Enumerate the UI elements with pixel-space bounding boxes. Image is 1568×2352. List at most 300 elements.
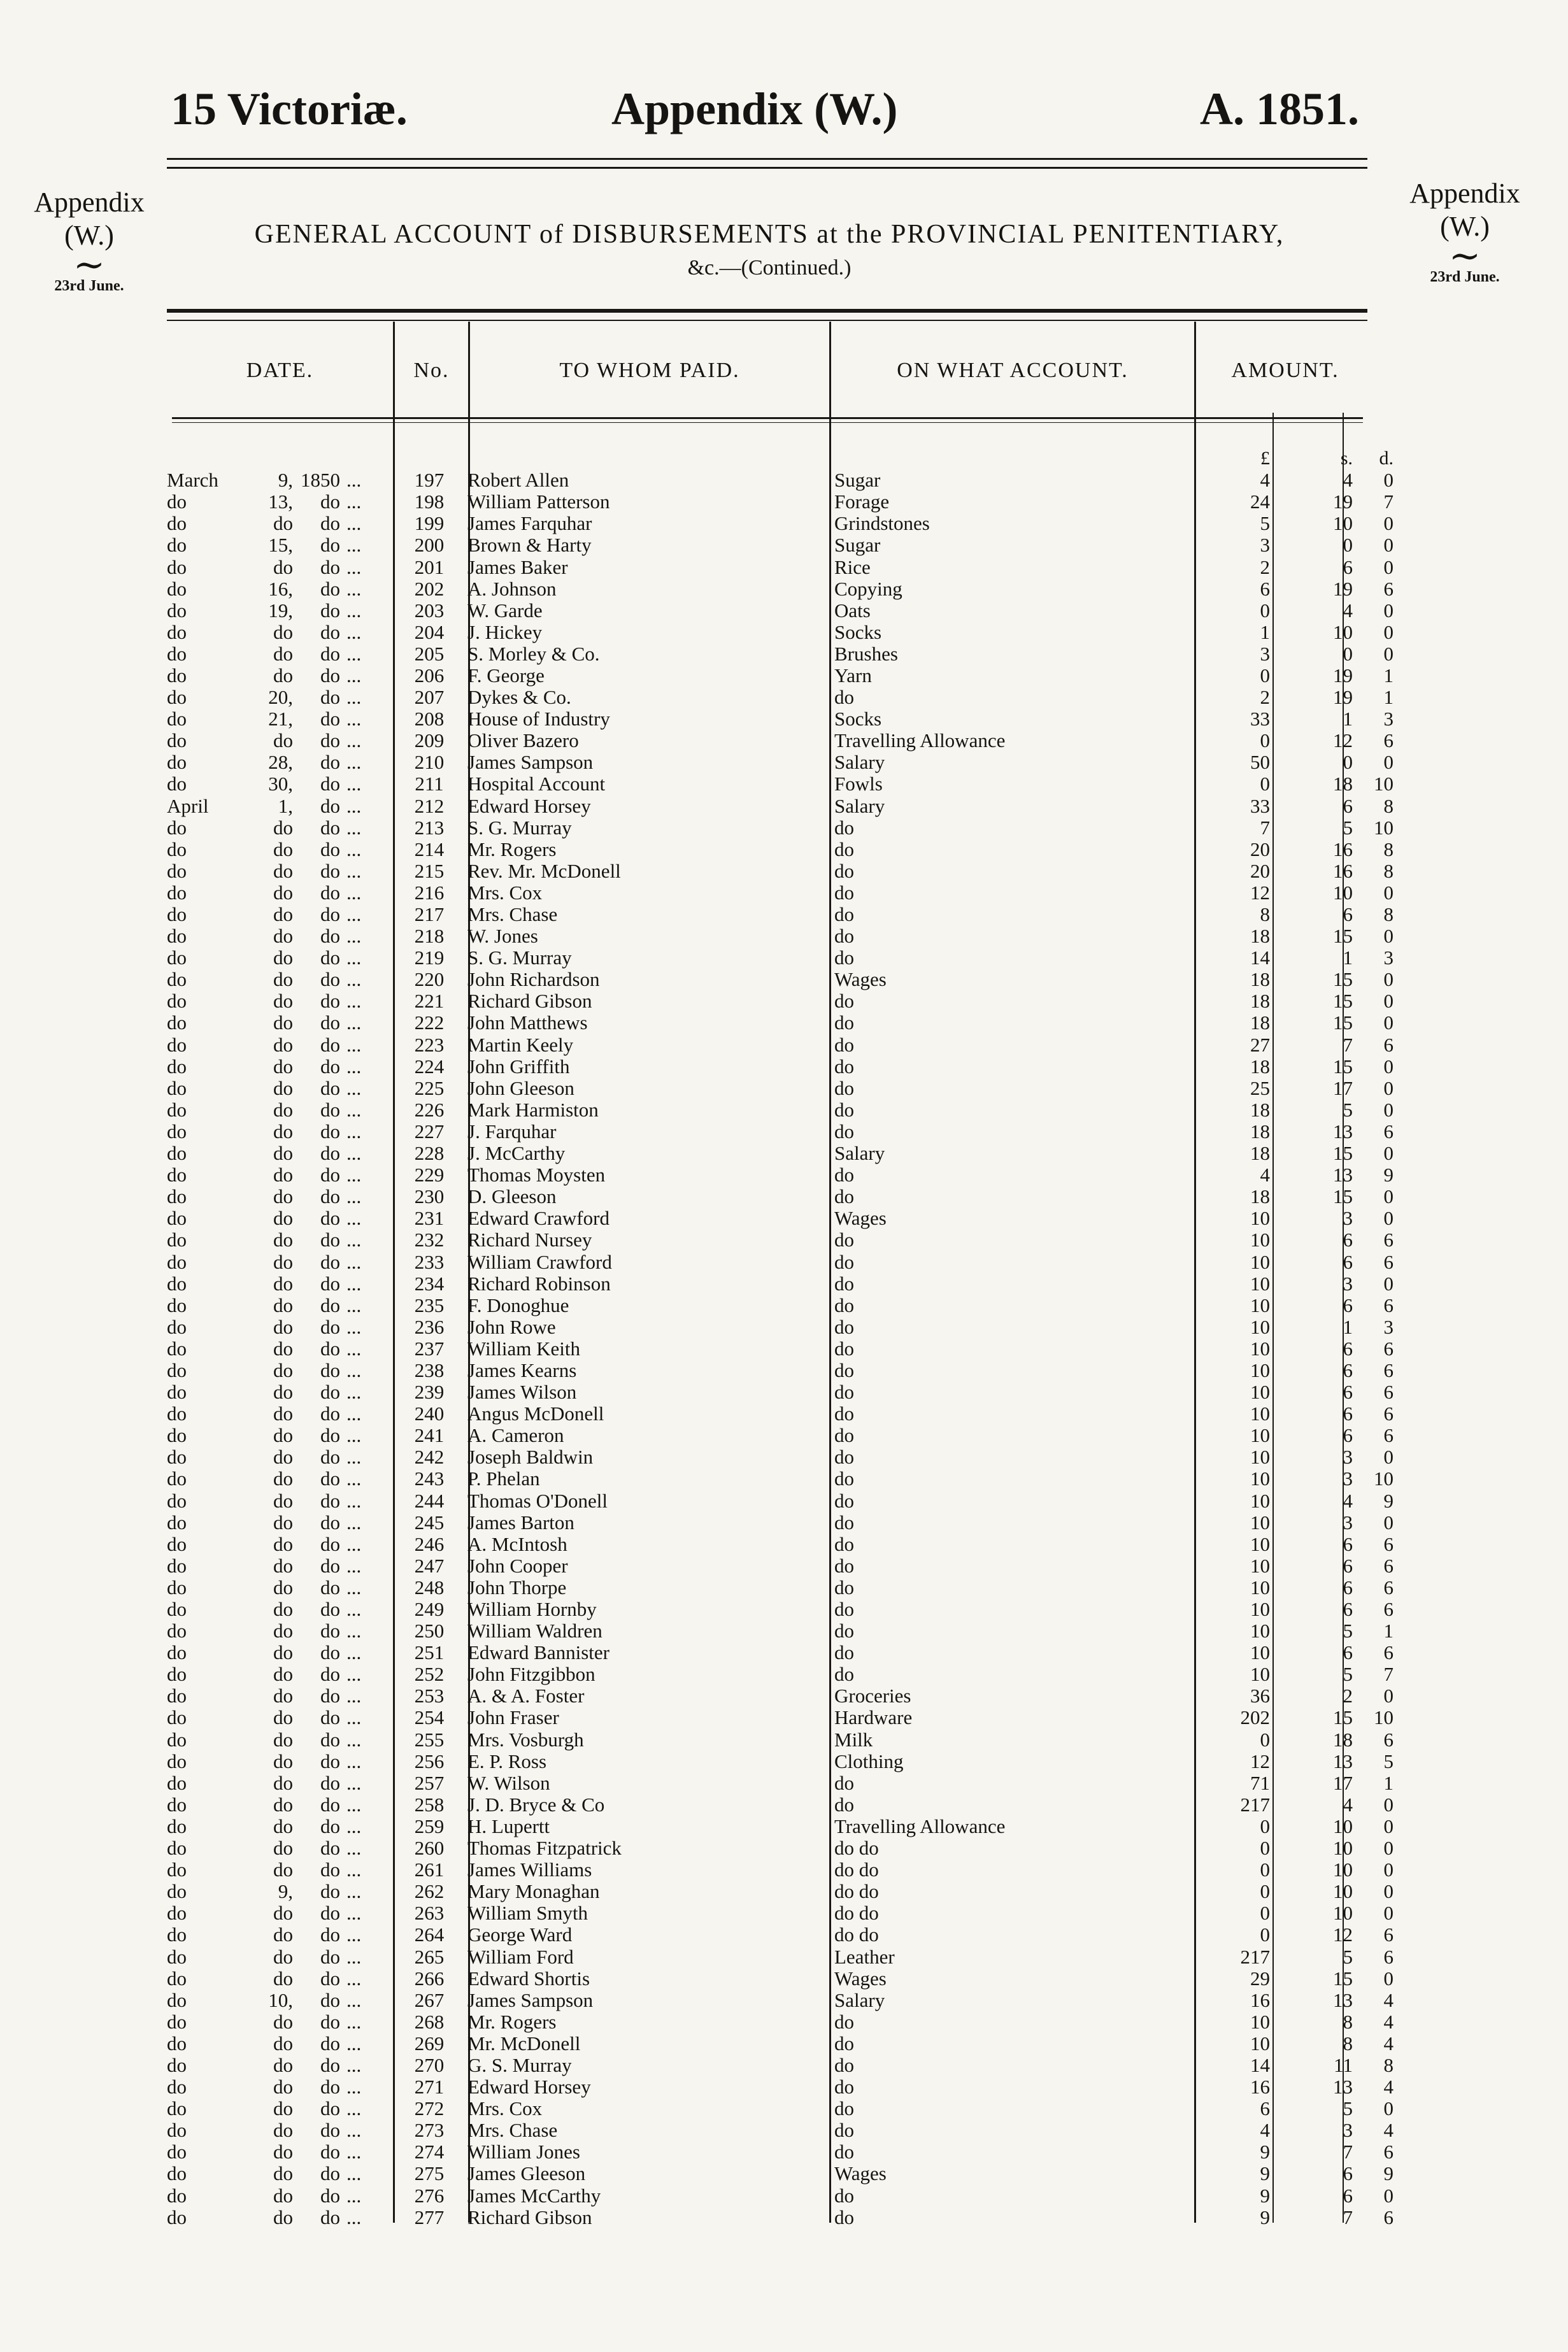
leader-dots: ... — [346, 2185, 362, 2207]
date-day: do — [273, 969, 293, 991]
amount-shillings: 12 — [1333, 1924, 1353, 1946]
voucher-number: 202 — [414, 578, 445, 600]
date-month: do — [167, 599, 187, 622]
amount-pence: 0 — [1383, 881, 1393, 904]
date-year: do — [320, 990, 340, 1013]
amount-pounds: 18 — [1250, 1143, 1270, 1165]
payee-name: John Fitzgibbon — [467, 1664, 595, 1686]
amount-pounds: 1 — [1260, 621, 1270, 643]
amount-pounds: 10 — [1250, 1642, 1270, 1664]
side-note-code: (W.) — [1440, 211, 1490, 242]
amount-shillings: 10 — [1333, 1837, 1353, 1860]
payee-name: F. George — [467, 664, 545, 687]
amount-shillings: 3 — [1343, 1208, 1353, 1230]
amount-shillings: 3 — [1343, 1511, 1353, 1534]
amount-pence: 8 — [1383, 903, 1393, 926]
account-description: Wages — [834, 969, 887, 991]
side-note-code: (W.) — [64, 220, 114, 251]
voucher-number: 248 — [414, 1576, 445, 1599]
date-year: do — [320, 1468, 340, 1490]
amount-pence: 1 — [1383, 1620, 1393, 1643]
amount-pence: 9 — [1383, 1164, 1393, 1187]
payee-name: P. Phelan — [467, 1468, 540, 1490]
leader-dots: ... — [346, 1425, 362, 1447]
column-header-payee: TO WHOM PAID. — [559, 359, 740, 382]
date-month: do — [167, 621, 187, 643]
amount-shillings: 16 — [1333, 838, 1353, 860]
voucher-number: 263 — [414, 1902, 445, 1925]
amount-pounds: 33 — [1250, 795, 1270, 817]
account-description: do — [834, 1793, 854, 1816]
date-year: do — [320, 708, 340, 731]
date-day: do — [273, 881, 293, 904]
date-day: do — [273, 1598, 293, 1621]
table-row — [167, 1208, 1399, 1229]
date-month: do — [167, 2011, 187, 2033]
amount-pounds: 9 — [1260, 2163, 1270, 2185]
date-month: do — [167, 2032, 187, 2055]
payee-name: Thomas Moysten — [467, 1164, 606, 1187]
leader-dots: ... — [346, 1055, 362, 1078]
amount-pounds: 10 — [1250, 1316, 1270, 1338]
date-day: do — [273, 1099, 293, 1121]
date-year: do — [320, 1294, 340, 1316]
payee-name: D. Gleeson — [467, 1186, 557, 1208]
voucher-number: 242 — [414, 1446, 445, 1469]
date-month: do — [167, 664, 187, 687]
amount-pence: 6 — [1383, 1337, 1393, 1360]
date-month: do — [167, 1750, 187, 1772]
date-day: do — [273, 1208, 293, 1230]
table-row — [167, 687, 1399, 708]
date-month: do — [167, 1685, 187, 1707]
leader-dots: ... — [346, 1099, 362, 1121]
amount-pence: 1 — [1383, 687, 1393, 709]
date-day: 1, — [278, 795, 293, 817]
date-year: do — [320, 1967, 340, 1990]
amount-shillings: 6 — [1343, 1576, 1353, 1599]
amount-shillings: 4 — [1343, 1490, 1353, 1512]
amount-pence: 4 — [1383, 2011, 1393, 2033]
amount-shillings: 0 — [1343, 752, 1353, 774]
table-row — [167, 1881, 1399, 1902]
leader-dots: ... — [346, 1946, 362, 1968]
account-description: Rice — [834, 556, 871, 578]
leader-dots: ... — [346, 708, 362, 731]
amount-pence: 3 — [1383, 708, 1393, 731]
date-day: do — [273, 1186, 293, 1208]
date-month: do — [167, 1099, 187, 1121]
date-year: do — [320, 1208, 340, 1230]
date-year: do — [320, 1143, 340, 1165]
unit-pounds: £ — [1260, 448, 1270, 469]
voucher-number: 238 — [414, 1359, 445, 1381]
payee-name: Joseph Baldwin — [467, 1446, 594, 1469]
amount-pounds: 10 — [1250, 1576, 1270, 1599]
leader-dots: ... — [346, 1143, 362, 1165]
leader-dots: ... — [346, 1793, 362, 1816]
amount-pence: 6 — [1383, 578, 1393, 600]
amount-pounds: 7 — [1260, 816, 1270, 839]
amount-pence: 6 — [1383, 1403, 1393, 1425]
date-year: do — [320, 664, 340, 687]
payee-name: Thomas Fitzpatrick — [467, 1837, 622, 1860]
date-day: do — [273, 1359, 293, 1381]
leader-dots: ... — [346, 2163, 362, 2185]
date-month: do — [167, 2098, 187, 2120]
voucher-number: 228 — [414, 1143, 445, 1165]
amount-pence: 8 — [1383, 795, 1393, 817]
voucher-number: 200 — [414, 534, 445, 557]
table-row — [167, 1664, 1399, 1685]
date-year: do — [320, 2054, 340, 2076]
date-month: do — [167, 534, 187, 557]
voucher-number: 261 — [414, 1859, 445, 1881]
date-year: do — [320, 1446, 340, 1469]
table-row — [167, 2185, 1399, 2207]
amount-pounds: 0 — [1260, 1902, 1270, 1925]
amount-pounds: 8 — [1260, 903, 1270, 926]
date-day: do — [273, 2206, 293, 2228]
voucher-number: 257 — [414, 1772, 445, 1794]
amount-shillings: 19 — [1333, 664, 1353, 687]
amount-pence: 10 — [1374, 1707, 1393, 1729]
date-year: do — [320, 1576, 340, 1599]
date-day: do — [273, 1859, 293, 1881]
account-description: Salary — [834, 752, 885, 774]
amount-shillings: 1 — [1343, 708, 1353, 731]
date-day: do — [273, 1685, 293, 1707]
amount-pence: 6 — [1383, 730, 1393, 752]
date-year: do — [320, 1490, 340, 1512]
date-day: do — [273, 838, 293, 860]
date-year: do — [320, 2120, 340, 2142]
table-row — [167, 1251, 1399, 1272]
amount-shillings: 0 — [1343, 534, 1353, 557]
amount-shillings: 18 — [1333, 1728, 1353, 1751]
amount-pence: 10 — [1374, 1468, 1393, 1490]
amount-pence: 0 — [1383, 599, 1393, 622]
date-year: do — [320, 1598, 340, 1621]
amount-shillings: 6 — [1343, 1294, 1353, 1316]
date-year: do — [320, 513, 340, 535]
account-description: Brushes — [834, 643, 898, 665]
account-description: do — [834, 1229, 854, 1251]
voucher-number: 250 — [414, 1620, 445, 1643]
amount-shillings: 5 — [1343, 1946, 1353, 1968]
account-description: do — [834, 2098, 854, 2120]
amount-shillings: 12 — [1333, 730, 1353, 752]
amount-pounds: 10 — [1250, 2032, 1270, 2055]
amount-pence: 0 — [1383, 643, 1393, 665]
date-month: do — [167, 1642, 187, 1664]
amount-pounds: 10 — [1250, 1381, 1270, 1404]
account-description: do — [834, 2032, 854, 2055]
date-day: do — [273, 1793, 293, 1816]
voucher-number: 243 — [414, 1468, 445, 1490]
amount-shillings: 10 — [1333, 513, 1353, 535]
amount-pence: 6 — [1383, 1120, 1393, 1143]
payee-name: Thomas O'Donell — [467, 1490, 608, 1512]
table-row — [167, 925, 1399, 947]
payee-name: John Gleeson — [467, 1077, 574, 1099]
date-year: do — [320, 1511, 340, 1534]
amount-pence: 0 — [1383, 534, 1393, 557]
leader-dots: ... — [346, 795, 362, 817]
payee-name: John Griffith — [467, 1055, 570, 1078]
account-description: do — [834, 925, 854, 948]
payee-name: Mrs. Cox — [467, 881, 543, 904]
amount-pence: 6 — [1383, 1642, 1393, 1664]
table-row — [167, 1425, 1399, 1446]
voucher-number: 220 — [414, 969, 445, 991]
payee-name: Oliver Bazero — [467, 730, 579, 752]
account-description: Salary — [834, 795, 885, 817]
date-year: do — [320, 643, 340, 665]
leader-dots: ... — [346, 1815, 362, 1837]
payee-name: Mary Monaghan — [467, 1881, 600, 1903]
date-year: do — [320, 2163, 340, 2185]
date-day: do — [273, 1229, 293, 1251]
table-row — [167, 839, 1399, 860]
date-year: do — [320, 1772, 340, 1794]
voucher-number: 209 — [414, 730, 445, 752]
date-year: do — [320, 903, 340, 926]
date-day: do — [273, 1272, 293, 1295]
date-month: do — [167, 1533, 187, 1555]
date-day: do — [273, 1403, 293, 1425]
payee-name: G. S. Murray — [467, 2054, 572, 2076]
date-day: do — [273, 2076, 293, 2099]
leader-dots: ... — [346, 1359, 362, 1381]
payee-name: John Matthews — [467, 1012, 588, 1034]
table-row — [167, 1924, 1399, 1946]
table-row — [167, 1034, 1399, 1056]
date-year: do — [320, 1055, 340, 1078]
amount-pence: 0 — [1383, 469, 1393, 492]
amount-pounds: 10 — [1250, 1359, 1270, 1381]
date-month: do — [167, 903, 187, 926]
amount-shillings: 5 — [1343, 816, 1353, 839]
table-row — [167, 556, 1399, 578]
header-rule-bottom — [167, 167, 1367, 169]
date-day: do — [273, 1446, 293, 1469]
payee-name: J. D. Bryce & Co — [467, 1793, 605, 1816]
leader-dots: ... — [346, 860, 362, 882]
voucher-number: 245 — [414, 1511, 445, 1534]
date-month: do — [167, 1034, 187, 1056]
payee-name: William Smyth — [467, 1902, 588, 1925]
amount-pence: 0 — [1383, 2185, 1393, 2207]
header-center: Appendix (W.) — [611, 83, 898, 134]
date-day: 20, — [268, 687, 293, 709]
date-day: 19, — [268, 599, 293, 622]
payee-name: James Kearns — [467, 1359, 577, 1381]
date-day: do — [273, 2011, 293, 2033]
date-month: do — [167, 1403, 187, 1425]
table-row — [167, 513, 1399, 534]
date-year: do — [320, 1337, 340, 1360]
date-month: do — [167, 1186, 187, 1208]
leader-dots: ... — [346, 2054, 362, 2076]
amount-pounds: 10 — [1250, 1403, 1270, 1425]
amount-pounds: 25 — [1250, 1077, 1270, 1099]
amount-shillings: 19 — [1333, 491, 1353, 513]
amount-pence: 6 — [1383, 1598, 1393, 1621]
column-header-rule-thin — [172, 422, 1363, 423]
amount-pounds: 4 — [1260, 2120, 1270, 2142]
date-month: do — [167, 1620, 187, 1643]
date-year: do — [320, 2098, 340, 2120]
table-row — [167, 1859, 1399, 1881]
amount-pence: 6 — [1383, 1251, 1393, 1273]
date-year: do — [320, 1664, 340, 1686]
table-row — [167, 2098, 1399, 2120]
date-month: do — [167, 1381, 187, 1404]
column-header-date: DATE. — [246, 359, 314, 382]
amount-pence: 0 — [1383, 1208, 1393, 1230]
date-year: do — [320, 881, 340, 904]
voucher-number: 244 — [414, 1490, 445, 1512]
payee-name: Mrs. Vosburgh — [467, 1728, 584, 1751]
payee-name: S. G. Murray — [467, 947, 572, 969]
date-day: 10, — [268, 1989, 293, 2011]
leader-dots: ... — [346, 1208, 362, 1230]
leader-dots: ... — [346, 990, 362, 1013]
amount-shillings: 5 — [1343, 1099, 1353, 1121]
leader-dots: ... — [346, 1468, 362, 1490]
date-month: do — [167, 1772, 187, 1794]
amount-shillings: 15 — [1333, 1967, 1353, 1990]
voucher-number: 215 — [414, 860, 445, 882]
amount-shillings: 3 — [1343, 2120, 1353, 2142]
date-day: do — [273, 860, 293, 882]
page-title: GENERAL ACCOUNT of DISBURSEMENTS at the PROVINCIAL PENITENTIARY, — [254, 220, 1285, 249]
payee-name: George Ward — [467, 1924, 573, 1946]
amount-pounds: 36 — [1250, 1685, 1270, 1707]
leader-dots: ... — [346, 1272, 362, 1295]
date-day: do — [273, 513, 293, 535]
leader-dots: ... — [346, 2206, 362, 2228]
amount-shillings: 6 — [1343, 1229, 1353, 1251]
payee-name: James Williams — [467, 1859, 592, 1881]
date-year: do — [320, 1642, 340, 1664]
date-month: do — [167, 1555, 187, 1577]
account-description: Milk — [834, 1728, 873, 1751]
account-description: Yarn — [834, 664, 872, 687]
payee-name: James Gleeson — [467, 2163, 586, 2185]
account-description: do — [834, 947, 854, 969]
leader-dots: ... — [346, 1446, 362, 1469]
voucher-number: 197 — [414, 469, 445, 492]
date-month: do — [167, 881, 187, 904]
amount-pounds: 10 — [1250, 1251, 1270, 1273]
amount-pounds: 6 — [1260, 2098, 1270, 2120]
date-day: do — [273, 990, 293, 1013]
amount-shillings: 6 — [1343, 1598, 1353, 1621]
voucher-number: 271 — [414, 2076, 445, 2099]
date-year: do — [320, 1229, 340, 1251]
date-year: do — [320, 1924, 340, 1946]
leader-dots: ... — [346, 1707, 362, 1729]
amount-pounds: 29 — [1250, 1967, 1270, 1990]
amount-shillings: 19 — [1333, 578, 1353, 600]
date-year: do — [320, 1707, 340, 1729]
table-row — [167, 1164, 1399, 1186]
amount-pence: 6 — [1383, 1425, 1393, 1447]
leader-dots: ... — [346, 925, 362, 948]
leader-dots: ... — [346, 1120, 362, 1143]
amount-pounds: 0 — [1260, 1728, 1270, 1751]
payee-name: John Cooper — [467, 1555, 568, 1577]
date-day: do — [273, 1555, 293, 1577]
account-description: Wages — [834, 1967, 887, 1990]
table-row — [167, 2207, 1399, 2228]
account-description: do — [834, 1316, 854, 1338]
voucher-number: 211 — [415, 773, 444, 795]
amount-pounds: 0 — [1260, 664, 1270, 687]
amount-shillings: 7 — [1343, 2141, 1353, 2163]
date-month: do — [167, 1359, 187, 1381]
payee-name: Hospital Account — [467, 773, 606, 795]
amount-shillings: 5 — [1343, 1620, 1353, 1643]
account-description: Sugar — [834, 469, 881, 492]
amount-pounds: 16 — [1250, 1989, 1270, 2011]
date-year: do — [320, 556, 340, 578]
amount-pounds: 10 — [1250, 1337, 1270, 1360]
leader-dots: ... — [346, 1924, 362, 1946]
voucher-number: 260 — [414, 1837, 445, 1860]
payee-name: W. Garde — [467, 599, 543, 622]
date-month: do — [167, 2185, 187, 2207]
account-description: Travelling Allowance — [834, 730, 1006, 752]
payee-name: Angus McDonell — [467, 1403, 604, 1425]
leader-dots: ... — [346, 491, 362, 513]
column-header-account: ON WHAT ACCOUNT. — [897, 359, 1129, 382]
voucher-number: 219 — [414, 947, 445, 969]
date-month: do — [167, 556, 187, 578]
voucher-number: 203 — [414, 599, 445, 622]
payee-name: F. Donoghue — [467, 1294, 569, 1316]
voucher-number: 249 — [414, 1598, 445, 1621]
account-description: do — [834, 903, 854, 926]
account-description: Grindstones — [834, 513, 930, 535]
amount-shillings: 10 — [1333, 1859, 1353, 1881]
voucher-number: 208 — [414, 708, 445, 731]
amount-pence: 9 — [1383, 1490, 1393, 1512]
voucher-number: 246 — [414, 1533, 445, 1555]
amount-pence: 10 — [1374, 816, 1393, 839]
table-row — [167, 1555, 1399, 1577]
date-day: do — [273, 1902, 293, 1925]
amount-pounds: 0 — [1260, 730, 1270, 752]
amount-pence: 7 — [1383, 491, 1393, 513]
account-description: do — [834, 1099, 854, 1121]
payee-name: A. Cameron — [467, 1425, 564, 1447]
amount-pence: 6 — [1383, 1229, 1393, 1251]
voucher-number: 224 — [414, 1055, 445, 1078]
amount-pounds: 18 — [1250, 925, 1270, 948]
payee-name: John Thorpe — [467, 1576, 567, 1599]
table-row — [167, 1620, 1399, 1642]
amount-pounds: 2 — [1260, 687, 1270, 709]
date-month: do — [167, 1446, 187, 1469]
amount-shillings: 6 — [1343, 2185, 1353, 2207]
account-description: Hardware — [834, 1707, 913, 1729]
amount-pounds: 10 — [1250, 1294, 1270, 1316]
account-description: Travelling Allowance — [834, 1815, 1006, 1837]
amount-pence: 1 — [1383, 664, 1393, 687]
